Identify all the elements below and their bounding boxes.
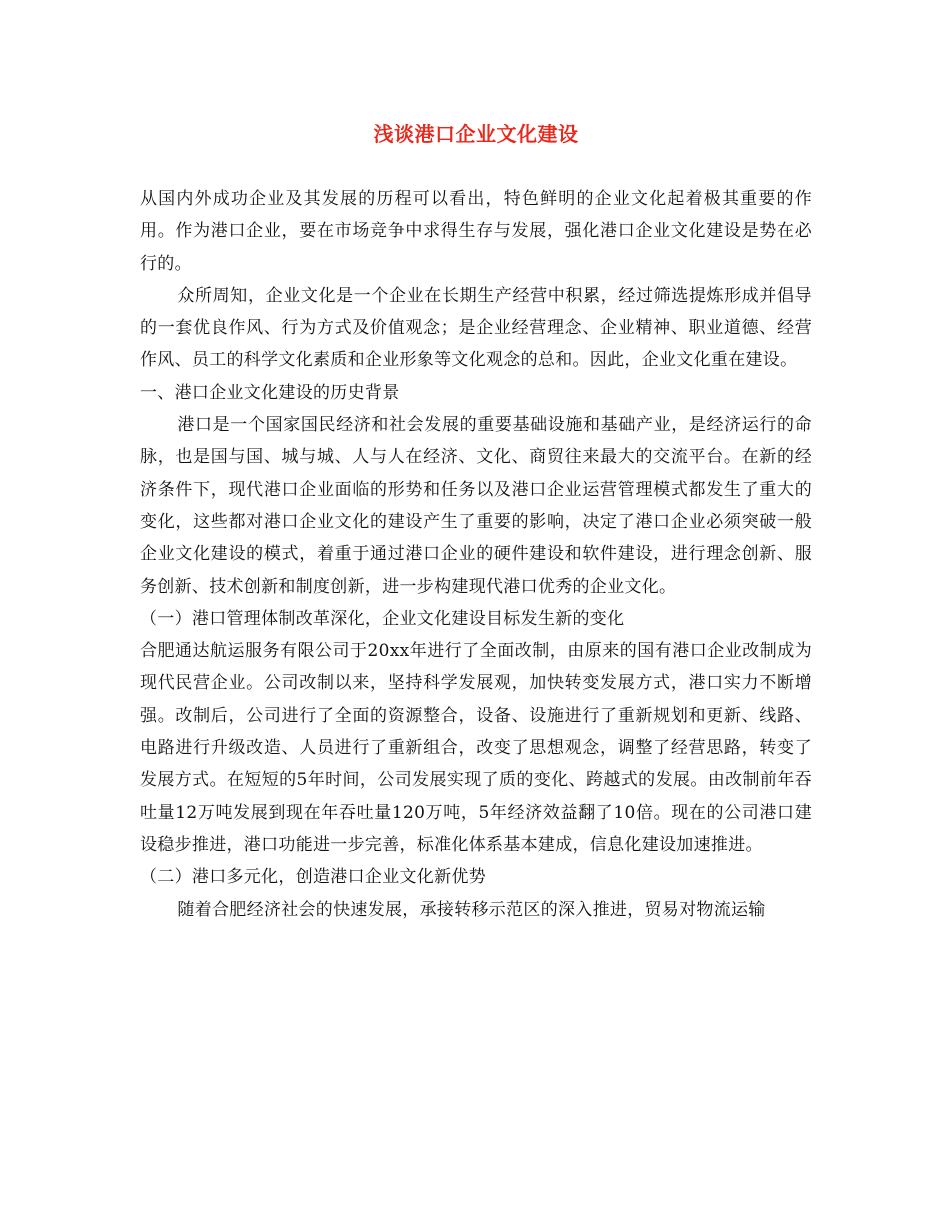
- paragraph-diversification: 随着合肥经济社会的快速发展，承接转移示范区的深入推进，贸易对物流运输: [177, 899, 766, 920]
- subsection-heading-2: （二）港口多元化，创造港口企业文化新优势: [140, 867, 486, 888]
- subsection-heading-1: （一）港口管理体制改革深化，企业文化建设目标发生新的变化: [140, 608, 625, 629]
- paragraph-definition: 众所周知，企业文化是一个企业在长期生产经营中积累，经过筛选提炼形成并倡导的一套优良作风、行为方式及价值观念；是企业经营理念、企业精神、职业道德、经营作风、员工的科学文化素质和企业形象等文化观念的总和。因此，企业文化重在建设。: [140, 285, 812, 371]
- paragraph-intro: 从国内外成功企业及其发展的历程可以看出，特色鲜明的企业文化起着极其重要的作用。作为港口企业，要在市场竞争中求得生存与发展，强化港口企业文化建设是势在必行的。: [140, 189, 812, 274]
- document-title: 浅谈港口企业文化建设: [373, 122, 579, 146]
- paragraph-port-background: 港口是一个国家国民经济和社会发展的重要基础设施和基础产业，是经济运行的命脉，也是国与国、城与城、人与人在经济、文化、商贸往来最大的交流平台。在新的经济条件下，现代港口企业面临的形势和任务以及港口企业运营管理模式都发生了重大的变化，这些都对港口企业文化的建设产生了重要的影响，决定了港口企业必须突破一般企业文化建设的模式，着重于通过港口企业的硬件建设和软件建设，进行理念创新、服务创新、技术创新和制度创新，进一步构建现代港口优秀的企业文化。: [140, 415, 812, 597]
- section-heading-1: 一、港口企业文化建设的历史背景: [140, 382, 400, 403]
- paragraph-company-reform: 合肥通达航运服务有限公司于20xx年进行了全面改制，由原来的国有港口企业改制成为现代民营企业。公司改制以来，坚持科学发展观，加快转变发展方式，港口实力不断增强。改制后，公司进行了全面的资源整合，设备、设施进行了重新规划和更新、线路、电路进行升级改造、人员进行了重新组合，改变了思想观念，调整了经营思路，转变了发展方式。在短短的5年时间，公司发展实现了质的变化、跨越式的发展。由改制前年吞吐量12万吨发展到现在年吞吐量120万吨，5年经济效益翻了10倍。现在的公司港口建设稳步推进，港口功能进一步完善，标准化体系基本建成，信息化建设加速推进。: [140, 641, 812, 855]
